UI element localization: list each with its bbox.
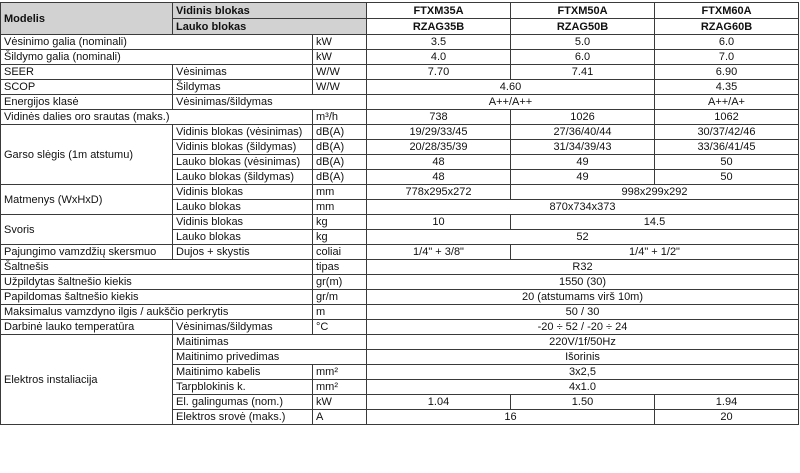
row-elec-supply — [1, 335, 799, 350]
unit-cell: kW — [313, 35, 367, 50]
row-refrigerant-charge — [1, 275, 799, 290]
value-cell: 50 / 30 — [367, 305, 799, 320]
sub-label-cell: Lauko blokas (vėsinimas) — [173, 155, 313, 170]
value-cell: 1062 — [655, 110, 799, 125]
model-indoor-2: FTXM50A — [511, 3, 655, 19]
unit-cell: kW — [313, 395, 367, 410]
row-weight-indoor — [1, 215, 799, 230]
row-seer — [1, 65, 799, 80]
value-cell: 1.50 — [511, 395, 655, 410]
sub-label-cell: Maitinimo kabelis — [173, 365, 313, 380]
model-outdoor-2: RZAG50B — [511, 19, 655, 35]
value-cell: 4x1.0 — [367, 380, 799, 395]
unit-cell: A — [313, 410, 367, 425]
unit-cell: kg — [313, 215, 367, 230]
unit-cell: mm — [313, 185, 367, 200]
sub-label-cell: Dujos + skystis — [173, 245, 313, 260]
unit-cell: mm² — [313, 380, 367, 395]
value-cell: 6.0 — [511, 50, 655, 65]
unit-cell: m — [313, 305, 367, 320]
label-refrigerant-charge: Užpildytas šaltnešio kiekis — [1, 275, 313, 290]
value-cell: 16 — [367, 410, 655, 425]
value-cell: 5.0 — [511, 35, 655, 50]
unit-cell: dB(A) — [313, 155, 367, 170]
row-outdoor-temperature — [1, 320, 799, 335]
label-pipe-diameter: Pajungimo vamzdžių skersmuo — [1, 245, 173, 260]
value-cell: 10 — [367, 215, 511, 230]
row-max-pipe-length — [1, 305, 799, 320]
unit-cell: mm² — [313, 365, 367, 380]
specifications-table — [0, 2, 799, 425]
sub-label-cell: Lauko blokas — [173, 200, 313, 215]
value-cell: 20 — [655, 410, 799, 425]
sub-label-cell: Lauko blokas (šildymas) — [173, 170, 313, 185]
value-cell: 4.35 — [655, 80, 799, 95]
sub-label-cell: Vėsinimas/šildymas — [173, 95, 367, 110]
models-corner-header: Modelis — [1, 3, 173, 35]
value-cell: 7.41 — [511, 65, 655, 80]
unit-cell: dB(A) — [313, 125, 367, 140]
label-airflow: Vidinės dalies oro srautas (maks.) — [1, 110, 313, 125]
unit-cell: mm — [313, 200, 367, 215]
sub-label-cell: Vidinis blokas — [173, 185, 313, 200]
value-cell: 1026 — [511, 110, 655, 125]
value-cell: 48 — [367, 170, 511, 185]
row-cooling-capacity — [1, 35, 799, 50]
sub-label-cell: Vėsinimas/šildymas — [173, 320, 313, 335]
value-cell: 1/4" + 1/2" — [511, 245, 799, 260]
row-dimensions-indoor — [1, 185, 799, 200]
unit-cell: kg — [313, 230, 367, 245]
unit-cell: gr/m — [313, 290, 367, 305]
label-cooling-capacity: Vėsinimo galia (nominali) — [1, 35, 313, 50]
sub-label-cell: Maitinimo privedimas — [173, 350, 367, 365]
value-cell: 220V/1f/50Hz — [367, 335, 799, 350]
row-scop — [1, 80, 799, 95]
value-cell: 1.04 — [367, 395, 511, 410]
model-indoor-1: FTXM35A — [367, 3, 511, 19]
value-cell: A++/A+ — [655, 95, 799, 110]
unit-cell: W/W — [313, 65, 367, 80]
model-outdoor-1: RZAG35B — [367, 19, 511, 35]
unit-cell: coliai — [313, 245, 367, 260]
value-cell: 19/29/33/45 — [367, 125, 511, 140]
value-cell: 31/34/39/43 — [511, 140, 655, 155]
sub-label-cell: Vėsinimas — [173, 65, 313, 80]
unit-cell: m³/h — [313, 110, 367, 125]
sub-label-cell: Maitinimas — [173, 335, 367, 350]
label-heating-capacity: Šildymo galia (nominali) — [1, 50, 313, 65]
unit-cell: dB(A) — [313, 140, 367, 155]
unit-cell: °C — [313, 320, 367, 335]
model-indoor-3: FTXM60A — [655, 3, 799, 19]
label-electrical: Elektros instaliacija — [1, 335, 173, 425]
value-cell: 33/36/41/45 — [655, 140, 799, 155]
value-cell: 6.0 — [655, 35, 799, 50]
value-cell: 14.5 — [511, 215, 799, 230]
value-cell: 49 — [511, 170, 655, 185]
value-cell: 7.70 — [367, 65, 511, 80]
unit-cell: W/W — [313, 80, 367, 95]
value-cell: 20 (atstumams virš 10m) — [367, 290, 799, 305]
value-cell: 778x295x272 — [367, 185, 511, 200]
value-cell: 998x299x292 — [511, 185, 799, 200]
label-sound-pressure: Garso slėgis (1m atstumu) — [1, 125, 173, 185]
value-cell: 738 — [367, 110, 511, 125]
unit-cell: tipas — [313, 260, 367, 275]
value-cell: 50 — [655, 155, 799, 170]
label-max-pipe-length: Maksimalus vamzdyno ilgis / aukščio perkrytis — [1, 305, 313, 320]
row-refrigerant — [1, 260, 799, 275]
label-seer: SEER — [1, 65, 173, 80]
sub-label-cell: Vidinis blokas (vėsinimas) — [173, 125, 313, 140]
sub-label-cell: Vidinis blokas (šildymas) — [173, 140, 313, 155]
value-cell: 52 — [367, 230, 799, 245]
label-outdoor-temperature: Darbinė lauko temperatūra — [1, 320, 173, 335]
row-energy-class — [1, 95, 799, 110]
sub-label-cell: Elektros srovė (maks.) — [173, 410, 313, 425]
value-cell: 870x734x373 — [367, 200, 799, 215]
label-energy-class: Energijos klasė — [1, 95, 173, 110]
value-cell: 6.90 — [655, 65, 799, 80]
value-cell: 27/36/40/44 — [511, 125, 655, 140]
value-cell: 50 — [655, 170, 799, 185]
value-cell: Išorinis — [367, 350, 799, 365]
label-dimensions: Matmenys (WxHxD) — [1, 185, 173, 215]
model-outdoor-3: RZAG60B — [655, 19, 799, 35]
label-additional-refrigerant: Papildomas šaltnešio kiekis — [1, 290, 313, 305]
value-cell: 7.0 — [655, 50, 799, 65]
value-cell: R32 — [367, 260, 799, 275]
label-refrigerant: Šaltnešis — [1, 260, 313, 275]
outdoor-unit-header: Lauko blokas — [173, 19, 367, 35]
value-cell: 3x2,5 — [367, 365, 799, 380]
row-heating-capacity — [1, 50, 799, 65]
sub-label-cell: Lauko blokas — [173, 230, 313, 245]
value-cell: 4.60 — [367, 80, 655, 95]
sub-label-cell: Vidinis blokas — [173, 215, 313, 230]
row-airflow — [1, 110, 799, 125]
value-cell: 48 — [367, 155, 511, 170]
value-cell: 30/37/42/46 — [655, 125, 799, 140]
unit-cell: gr(m) — [313, 275, 367, 290]
value-cell: 4.0 — [367, 50, 511, 65]
value-cell: 1.94 — [655, 395, 799, 410]
header-row-indoor — [1, 3, 799, 19]
unit-cell: kW — [313, 50, 367, 65]
label-weight: Svoris — [1, 215, 173, 245]
value-cell: 3.5 — [367, 35, 511, 50]
sub-label-cell: El. galingumas (nom.) — [173, 395, 313, 410]
value-cell: 1/4" + 3/8" — [367, 245, 511, 260]
value-cell: 49 — [511, 155, 655, 170]
row-pipe-diameter — [1, 245, 799, 260]
value-cell: -20 ÷ 52 / -20 ÷ 24 — [367, 320, 799, 335]
row-additional-refrigerant — [1, 290, 799, 305]
unit-cell: dB(A) — [313, 170, 367, 185]
value-cell: 20/28/35/39 — [367, 140, 511, 155]
row-sound-indoor-cooling — [1, 125, 799, 140]
value-cell: 1550 (30) — [367, 275, 799, 290]
value-cell: A++/A++ — [367, 95, 655, 110]
label-scop: SCOP — [1, 80, 173, 95]
sub-label-cell: Šildymas — [173, 80, 313, 95]
sub-label-cell: Tarpblokinis k. — [173, 380, 313, 395]
indoor-unit-header: Vidinis blokas — [173, 3, 367, 19]
